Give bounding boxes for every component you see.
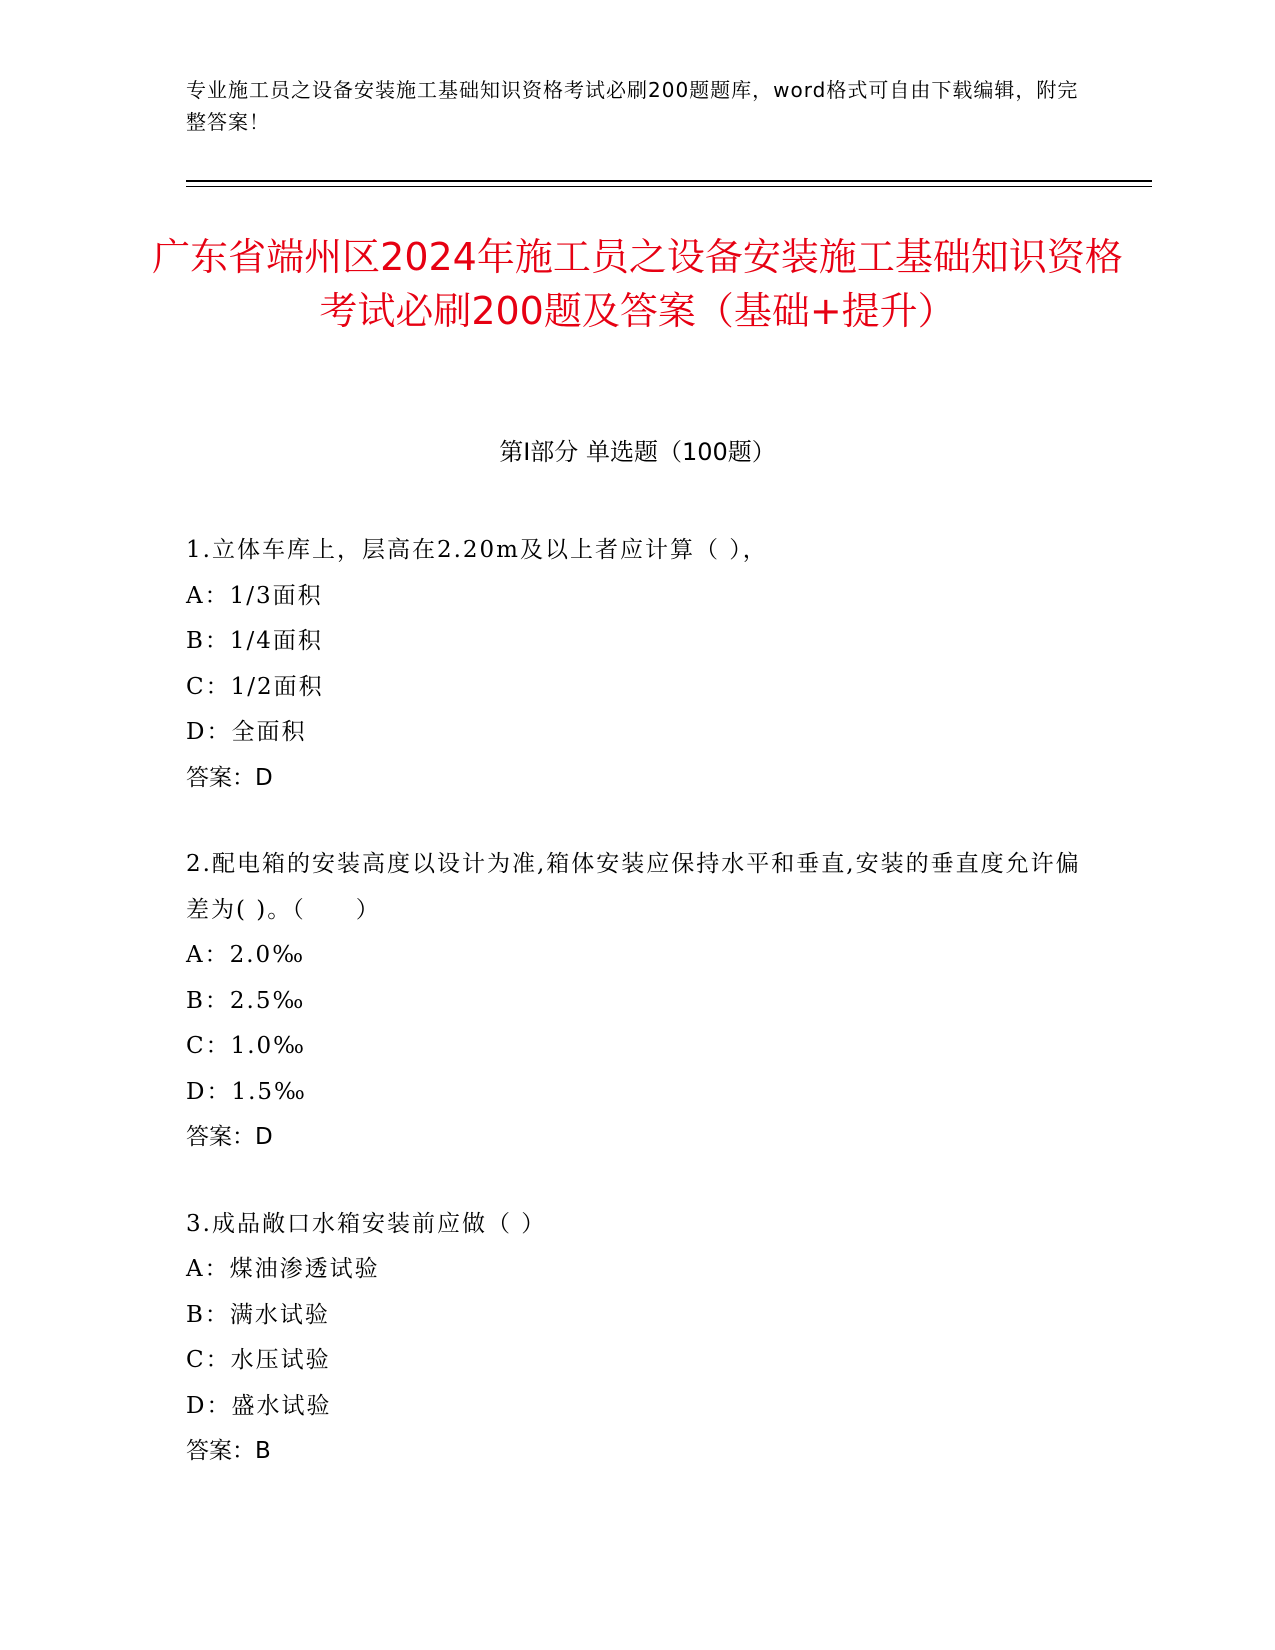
option-c: C：水压试验: [186, 1347, 331, 1373]
document-title: 广东省端州区2024年施工员之设备安装施工基础知识资格考试必刷200题及答案（基础+提升）: [152, 235, 1123, 333]
header-divider-thick: [186, 180, 1152, 182]
option-b: B：1/4面积: [186, 628, 323, 654]
question-stem: 2.配电箱的安装高度以设计为准,箱体安装应保持水平和垂直,安装的垂直度允许偏差为( )。（ ）: [186, 851, 1081, 923]
header-divider-thin: [186, 186, 1152, 187]
question-2: [186, 842, 1086, 1161]
option-d: D：全面积: [186, 719, 307, 745]
option-d: D：盛水试验: [186, 1392, 332, 1419]
question-stem: 1.立体车库上，层高在2.20m及以上者应计算（ ），: [186, 537, 768, 563]
question-3: [186, 1202, 1086, 1475]
option-a: A：2.0‰: [186, 942, 306, 968]
answer-line: 答案：D: [186, 764, 273, 791]
option-b: B：2.5‰: [186, 987, 306, 1014]
option-a: A：煤油渗透试验: [186, 1256, 380, 1282]
option-a: A：1/3面积: [186, 582, 323, 609]
answer-line: 答案：D: [186, 1124, 273, 1150]
answer-line: 答案：B: [186, 1438, 271, 1464]
option-c: C：1/2面积: [186, 673, 324, 700]
option-d: D：1.5‰: [186, 1078, 307, 1105]
question-list: [186, 528, 1086, 1516]
question-stem: 3.成品敞口水箱安装前应做（ ）: [186, 1210, 547, 1237]
question-1: [186, 528, 1086, 801]
section-heading: 第Ⅰ部分 单选题（100题）: [499, 438, 776, 466]
header-note: 专业施工员之设备安装施工基础知识资格考试必刷200题题库，word格式可自由下载编辑，附完整答案！: [186, 78, 1079, 134]
option-c: C：1.0‰: [186, 1033, 307, 1059]
option-b: B：满水试验: [186, 1301, 330, 1328]
